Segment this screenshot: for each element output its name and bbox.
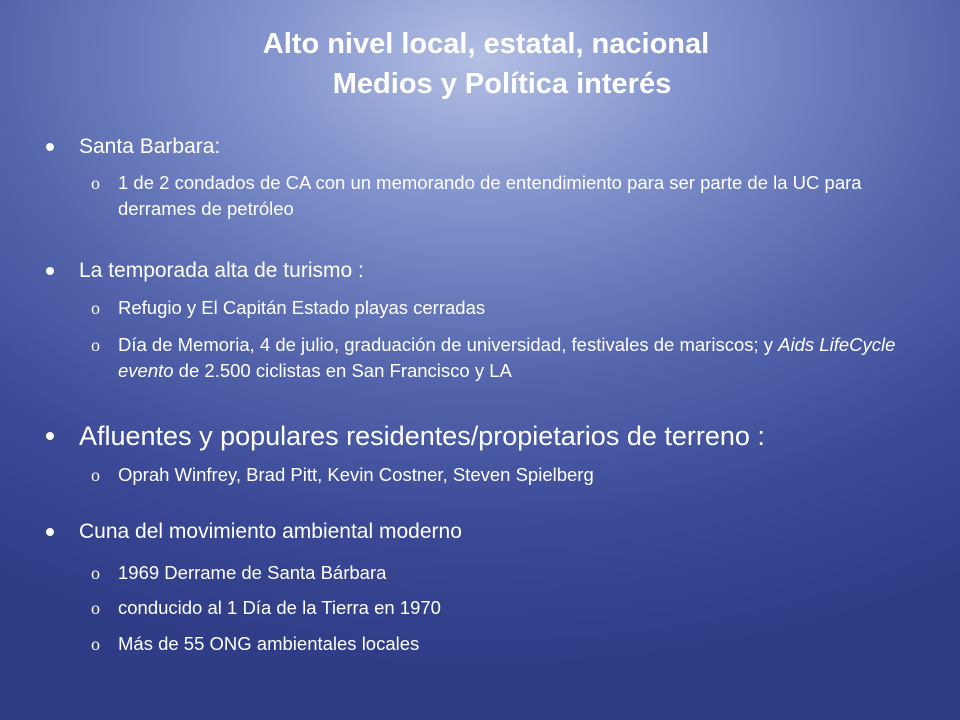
bullet-dot-icon [46,528,54,536]
bullet-heading: Cuna del movimiento ambiental moderno [79,520,462,543]
bullet-dot-icon [46,432,54,440]
events-text-after: de 2.500 ciclistas en San Francisco y LA [173,360,512,381]
bullet-heading: Santa Barbara: [79,135,221,158]
bullet-heading: La temporada alta de turismo : [79,259,364,282]
events-text-before: Día de Memoria, 4 de julio, graduación de universidad, festivales de mariscos; y [118,334,779,355]
sub-item-text [118,332,933,384]
sub-bullet-circle-icon: o [91,465,100,485]
sub-item-text: Oprah Winfrey, Brad Pitt, Kevin Costner, Steven Spielberg [118,464,594,485]
sub-bullet-circle-icon: o [91,173,100,193]
sub-item-text: 1 de 2 condados de CA con un memorando de entendimiento para ser parte de la UC para derrames de petróleo [118,172,862,219]
title-line-1: Alto nivel local, estatal, nacional [262,28,710,60]
bullet-heading: Afluentes y populares residentes/propietarios de terreno : [79,421,765,451]
sub-item-text: Refugio y El Capitán Estado playas cerradas [118,297,486,318]
sub-bullet-circle-icon: o [91,298,100,318]
sub-bullet-circle-icon: o [91,335,100,355]
bullet-dot-icon [46,267,54,275]
sub-item-text: Más de 55 ONG ambientales locales [118,633,420,654]
sub-bullet-circle-icon: o [91,598,100,618]
events-text-emphasis: Aids LifeCycle evento [118,334,896,381]
sub-item-text: 1969 Derrame de Santa Bárbara [118,562,387,583]
title-line-2: Medios y Política interés [332,68,672,100]
sub-item-text: conducido al 1 Día de la Tierra en 1970 [118,597,441,618]
bullet-dot-icon [46,143,54,151]
sub-bullet-circle-icon: o [91,634,100,654]
sub-bullet-circle-icon: o [91,563,100,583]
